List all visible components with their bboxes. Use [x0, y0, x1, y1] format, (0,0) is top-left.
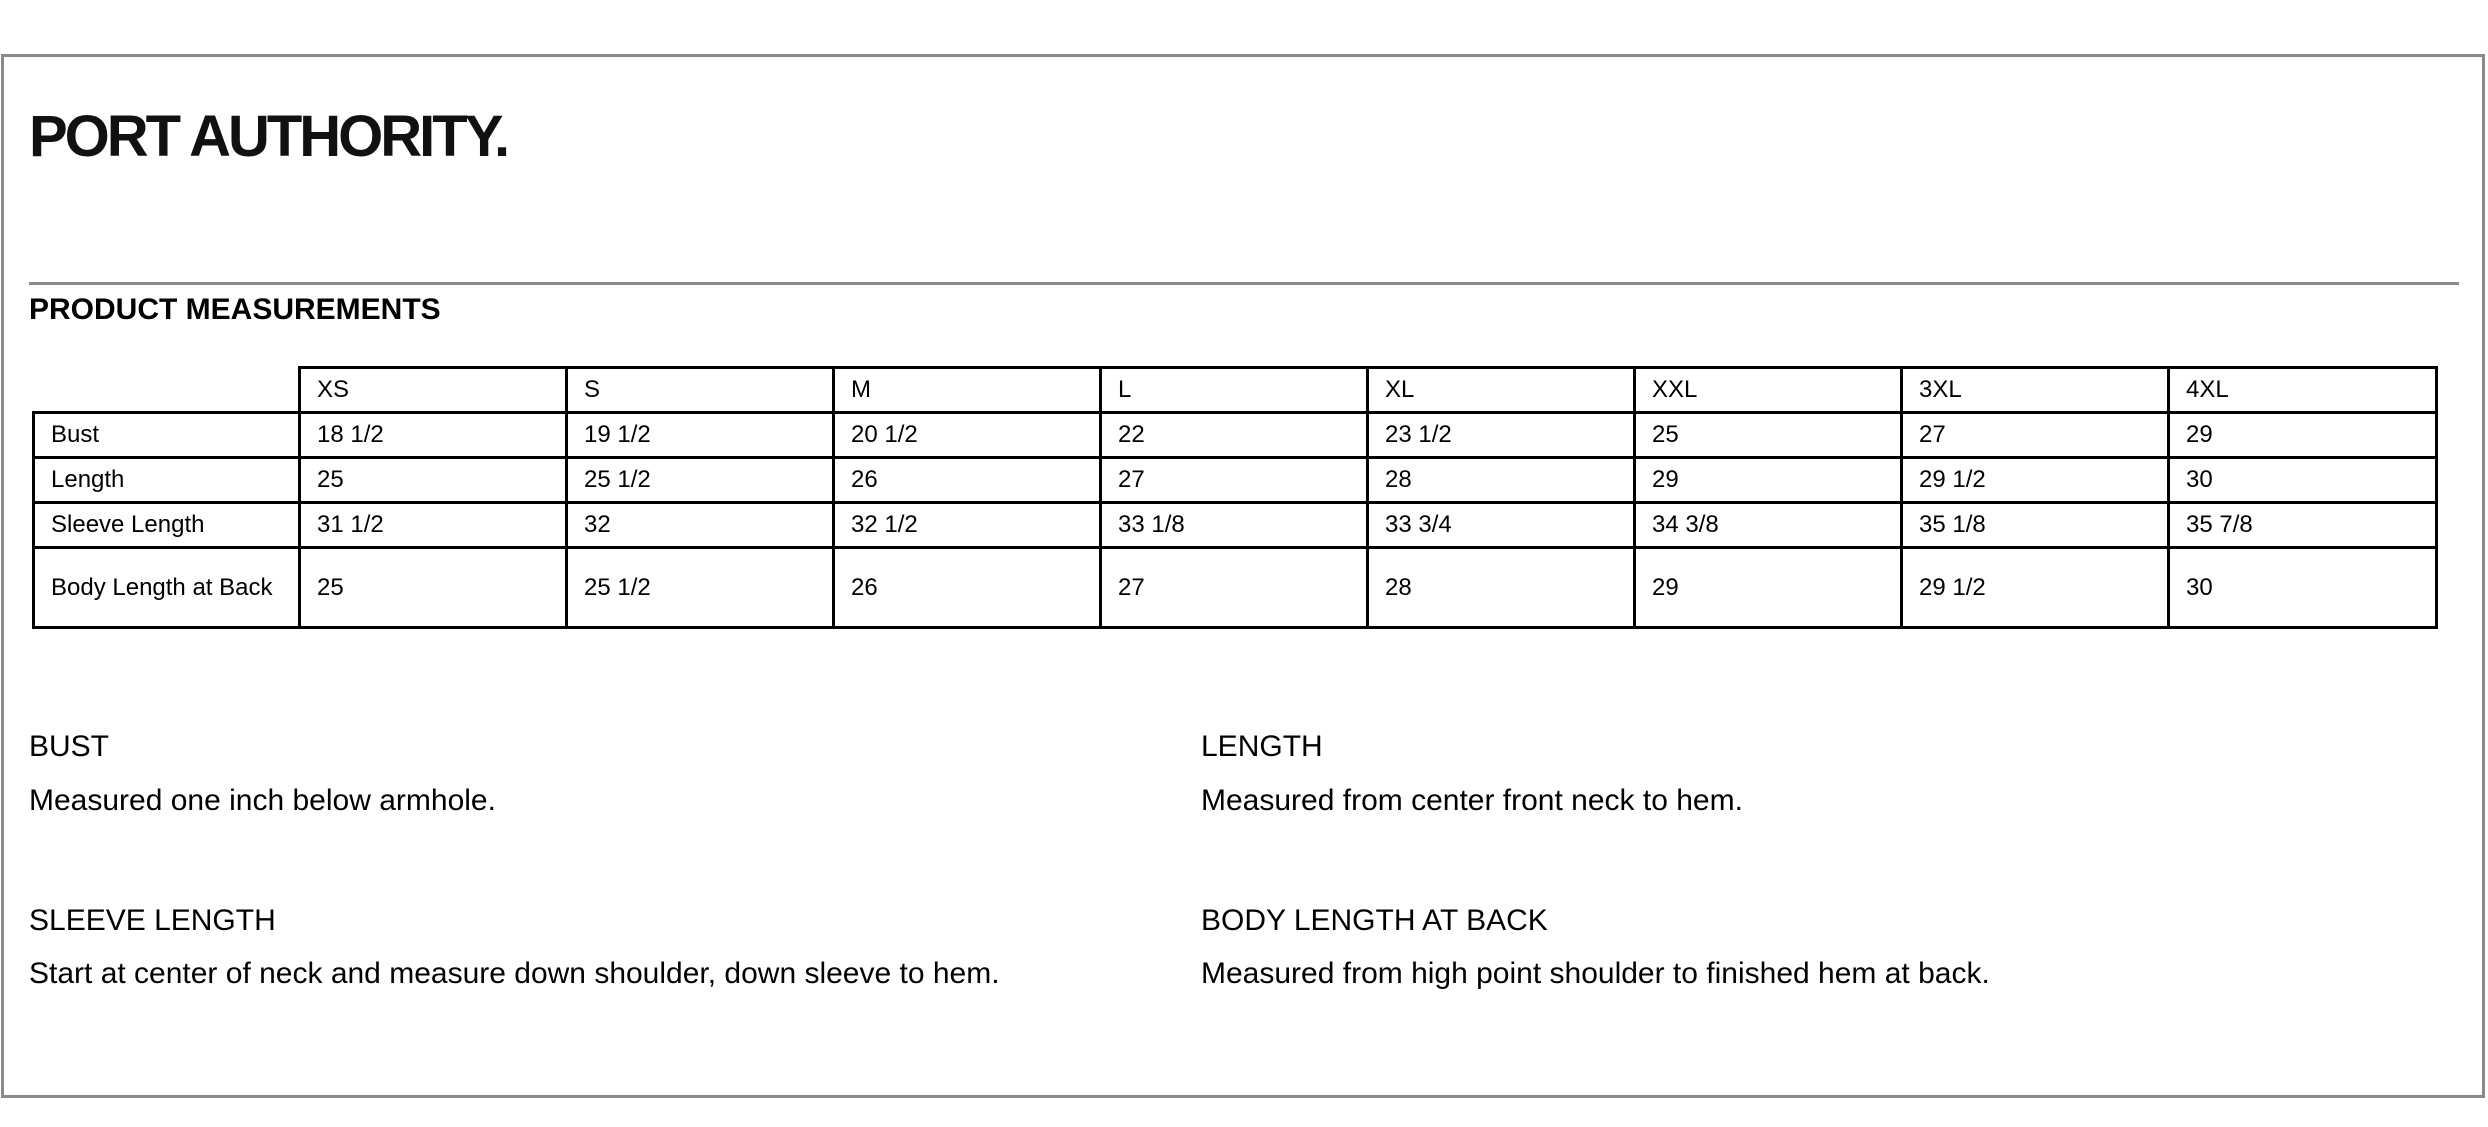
- table-cell: 30: [2169, 548, 2437, 628]
- table-cell: 35 1/8: [1902, 503, 2169, 548]
- table-cell: 28: [1368, 548, 1635, 628]
- definition-text-body-length-at-back: Measured from high point shoulder to finished hem at back.: [1201, 957, 1990, 990]
- table-cell: 29: [2169, 413, 2437, 458]
- table-cell: 25 1/2: [567, 458, 834, 503]
- measurements-table: [32, 366, 2438, 629]
- column-header: XL: [1368, 368, 1635, 413]
- definition-term-length: LENGTH: [1201, 730, 1323, 763]
- row-label: Bust: [34, 413, 300, 458]
- definition-term-body-length-at-back: BODY LENGTH AT BACK: [1201, 904, 1548, 937]
- row-label: Body Length at Back: [34, 548, 300, 628]
- table-cell: 22: [1101, 413, 1368, 458]
- table-cell: 33 3/4: [1368, 503, 1635, 548]
- brand-logo: PORT AUTHORITY.: [29, 104, 508, 169]
- table-cell: 29: [1635, 458, 1902, 503]
- table-cell: 19 1/2: [567, 413, 834, 458]
- table-row: [34, 413, 2437, 458]
- table-row: [34, 503, 2437, 548]
- definition-text-bust: Measured one inch below armhole.: [29, 784, 496, 817]
- table-cell: 32 1/2: [834, 503, 1101, 548]
- table-cell: 27: [1101, 548, 1368, 628]
- table-cell: 25 1/2: [567, 548, 834, 628]
- row-label: Sleeve Length: [34, 503, 300, 548]
- table-cell: 29: [1635, 548, 1902, 628]
- column-header: M: [834, 368, 1101, 413]
- table-cell: 28: [1368, 458, 1635, 503]
- divider: [29, 282, 2459, 285]
- table-cell: 27: [1902, 413, 2169, 458]
- column-header: L: [1101, 368, 1368, 413]
- definition-text-sleeve-length: Start at center of neck and measure down shoulder, down sleeve to hem.: [29, 957, 1000, 990]
- table-cell: 26: [834, 458, 1101, 503]
- table-cell: 32: [567, 503, 834, 548]
- table-cell: 25: [300, 458, 567, 503]
- row-label: Length: [34, 458, 300, 503]
- table-cell: 30: [2169, 458, 2437, 503]
- table-cell: 23 1/2: [1368, 413, 1635, 458]
- table-row: [34, 458, 2437, 503]
- definition-term-bust: BUST: [29, 730, 110, 763]
- table-cell: 31 1/2: [300, 503, 567, 548]
- table-cell: 29 1/2: [1902, 548, 2169, 628]
- column-header: XS: [300, 368, 567, 413]
- table-cell: 26: [834, 548, 1101, 628]
- section-title: PRODUCT MEASUREMENTS: [29, 293, 441, 326]
- table-cell: 18 1/2: [300, 413, 567, 458]
- column-header: 3XL: [1902, 368, 2169, 413]
- table-cell: 35 7/8: [2169, 503, 2437, 548]
- table-row: [34, 548, 2437, 628]
- table-cell: 33 1/8: [1101, 503, 1368, 548]
- column-header: XXL: [1635, 368, 1902, 413]
- column-header: 4XL: [2169, 368, 2437, 413]
- table-cell: 27: [1101, 458, 1368, 503]
- definition-text-length: Measured from center front neck to hem.: [1201, 784, 1743, 817]
- table-cell: 25: [1635, 413, 1902, 458]
- table-corner-cell: [34, 368, 300, 413]
- column-header: S: [567, 368, 834, 413]
- table-cell: 29 1/2: [1902, 458, 2169, 503]
- table-header-row: [34, 368, 2437, 413]
- table-cell: 34 3/8: [1635, 503, 1902, 548]
- definition-term-sleeve-length: SLEEVE LENGTH: [29, 904, 276, 937]
- table-cell: 25: [300, 548, 567, 628]
- table-cell: 20 1/2: [834, 413, 1101, 458]
